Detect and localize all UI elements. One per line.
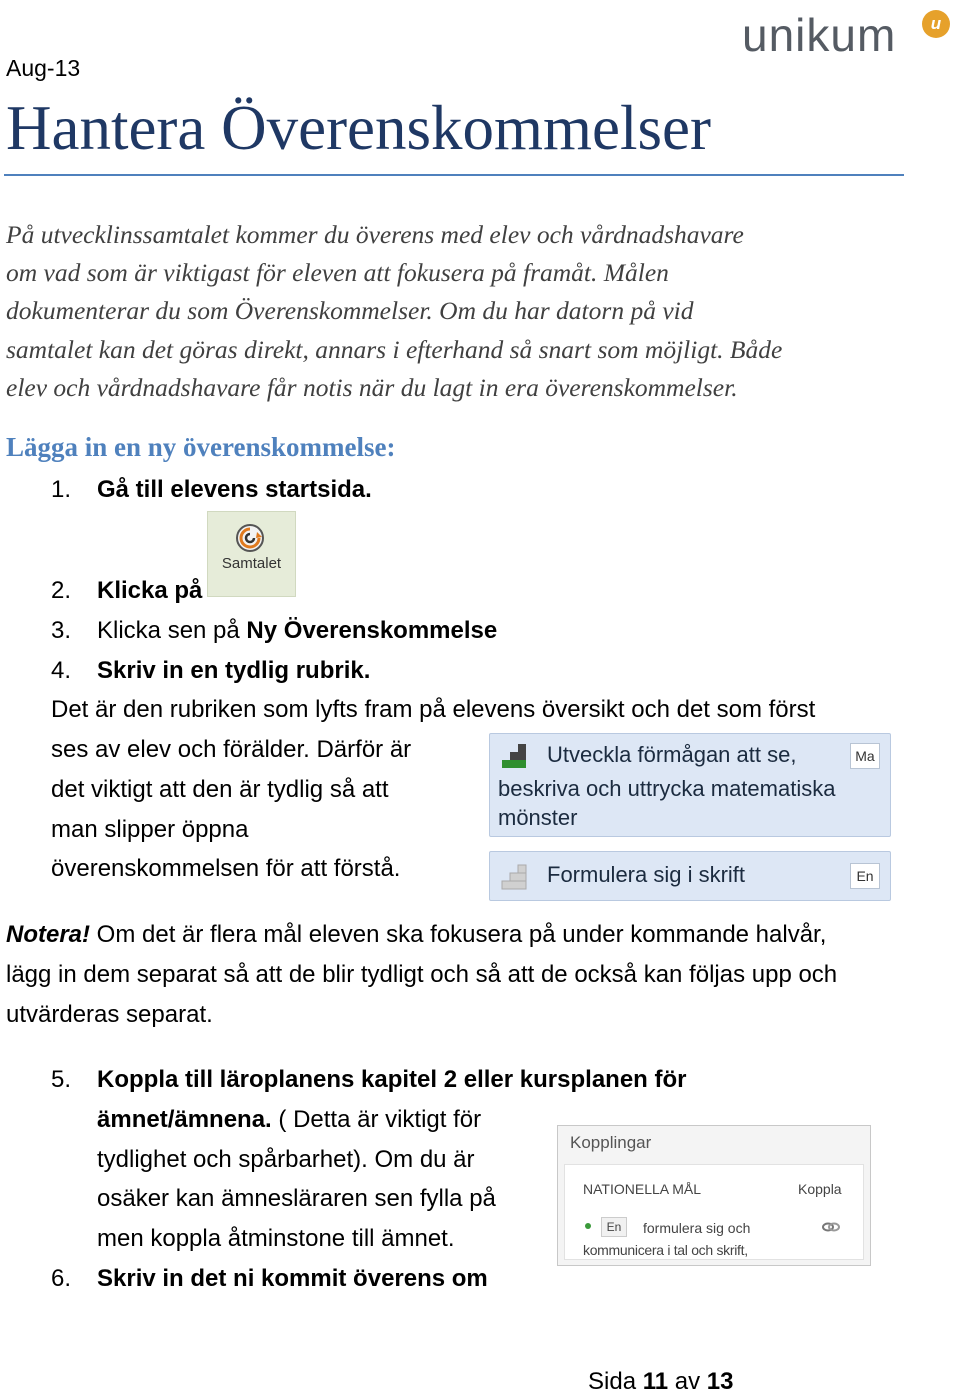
step-2-text: Klicka på <box>97 577 203 604</box>
status-dot-icon <box>585 1223 591 1229</box>
step-6-text: Skriv in det ni kommit överens om <box>97 1265 488 1292</box>
progress-stairs-icon <box>500 742 530 770</box>
step-4-text: Skriv in en tydlig rubrik. <box>97 657 371 684</box>
footer-mid: av <box>668 1368 707 1395</box>
note-line-2: lägg in dem separat så att de blir tydligt och så att de också kan följas upp och <box>6 961 838 988</box>
intro-line: På utvecklinssamtalet kommer du överens med elev och vårdnadshavare <box>6 220 744 249</box>
step-5-line: osäker kan ämnesläraren sen fylla på <box>97 1185 496 1212</box>
kopplingar-title: Kopplingar <box>570 1133 652 1152</box>
step-4-line: man slipper öppna <box>51 816 249 843</box>
step-5-line: Koppla till läroplanens kapitel 2 eller kursplanen för <box>97 1066 687 1093</box>
step-number: 6. <box>51 1265 72 1292</box>
step-1-text: Gå till elevens startsida. <box>97 476 372 503</box>
note-text: Om det är flera mål eleven ska fokusera på under kommande halvår, <box>90 921 827 948</box>
goal-card-line: Utveckla förmågan att se, <box>547 742 797 767</box>
intro-line: samtalet kan det göras direkt, annars i efterhand så snart som möjligt. Både <box>6 334 783 364</box>
step-number: 3. <box>51 617 72 644</box>
subject-badge: En <box>601 1217 627 1237</box>
samtalet-label: Samtalet <box>221 555 282 572</box>
logo-text: unikum <box>742 9 897 61</box>
step-4-line: överenskommelsen för att förstå. <box>51 855 401 882</box>
header-date: Aug-13 <box>6 55 81 81</box>
note-line-1 <box>6 921 826 949</box>
link-chain-icon[interactable] <box>821 1219 841 1235</box>
step-4-line: Det är den rubriken som lyfts fram på elevens översikt och det som först <box>51 696 816 723</box>
intro-paragraph <box>6 216 926 407</box>
goal-text-line: formulera sig och <box>643 1220 751 1236</box>
step-3-text <box>97 617 497 645</box>
step-5-rest: ( Detta är viktigt för <box>271 1106 482 1133</box>
step-3-bold: Ny Överenskommelse <box>246 617 498 644</box>
step-5-bold: ämnet/ämnena. <box>97 1106 272 1133</box>
unikum-logo <box>742 4 954 64</box>
subject-badge: Ma <box>850 743 880 769</box>
goal-card-line: Formulera sig i skrift <box>547 862 746 887</box>
goal-card-line: mönster <box>498 805 578 830</box>
column-header-link: Koppla <box>798 1181 842 1197</box>
intro-line: dokumenterar du som Överenskommelser. Om du har datorn på vid <box>6 296 694 326</box>
note-line-3: utvärderas separat. <box>6 1001 213 1028</box>
page-title: Hantera Överenskommelser <box>6 93 711 163</box>
page-footer <box>588 1368 733 1396</box>
step-5-line: men koppla åtminstone till ämnet. <box>97 1225 455 1252</box>
logo-mark: u <box>922 10 950 38</box>
goal-card[interactable] <box>489 851 891 901</box>
goal-card-line: beskriva och uttrycka matematiska <box>498 776 836 801</box>
step-4-line: det viktigt att den är tydlig så att <box>51 776 389 803</box>
step-3-prefix: Klicka sen på <box>97 617 247 644</box>
goal-text-line: kommunicera i tal och skrift, <box>583 1242 748 1258</box>
title-divider <box>4 174 904 176</box>
step-number: 4. <box>51 657 72 684</box>
footer-pre: Sida <box>588 1368 643 1395</box>
section-heading: Lägga in en ny överenskommelse: <box>6 432 396 462</box>
step-5-line <box>97 1106 481 1134</box>
progress-stairs-icon <box>500 863 530 891</box>
intro-line: elev och vårdnadshavare får notis när du lagt in era överenskommelser. <box>6 372 738 402</box>
subject-badge: En <box>850 863 880 889</box>
column-header-goals: NATIONELLA MÅL <box>583 1181 702 1197</box>
step-number: 1. <box>51 476 72 503</box>
kopplingar-panel <box>557 1125 871 1266</box>
note-label: Notera! <box>6 921 91 948</box>
samtalet-button[interactable] <box>207 511 296 597</box>
footer-page-number: 11 <box>642 1368 669 1395</box>
goal-card[interactable] <box>489 733 891 837</box>
footer-page-total: 13 <box>706 1368 734 1395</box>
step-number: 2. <box>51 577 72 604</box>
kopplingar-list <box>564 1164 864 1260</box>
intro-line: om vad som är viktigast för eleven att fokusera på framåt. Målen <box>6 258 669 288</box>
swirl-icon <box>235 523 265 553</box>
step-number: 5. <box>51 1066 72 1093</box>
step-5-line: tydlighet och spårbarhet). Om du är <box>97 1146 475 1173</box>
step-4-line: ses av elev och förälder. Därför är <box>51 736 412 763</box>
